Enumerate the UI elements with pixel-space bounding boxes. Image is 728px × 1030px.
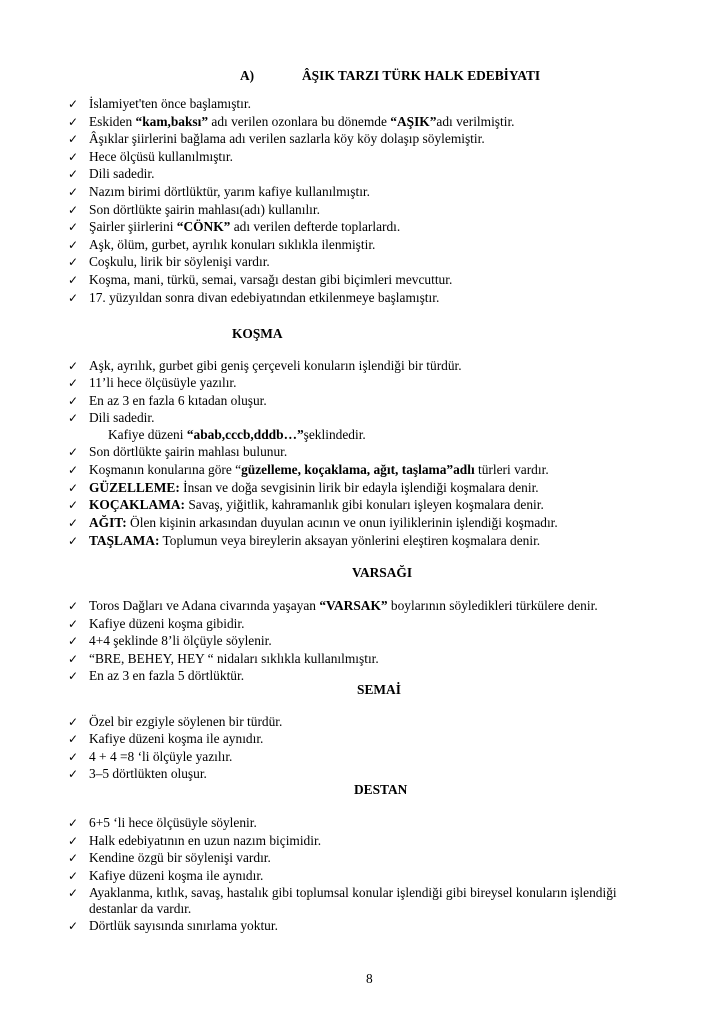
text-segment: Dörtlük sayısında sınırlama yoktur.: [89, 918, 278, 933]
checkmark-icon: ✓: [67, 498, 79, 513]
list-item-text: [89, 714, 282, 730]
list-item-text: [89, 462, 549, 478]
text-segment: 4+4 şeklinde 8’li ölçüyle söylenir.: [89, 633, 272, 648]
checkmark-icon: ✓: [67, 255, 79, 270]
bold-text: “abab,cccb,dddb…”: [186, 427, 304, 442]
text-segment: 3–5 dörtlükten oluşur.: [89, 766, 207, 782]
text-segment: Savaş, yiğitlik, kahramanlık gibi konuları işleyen koşmalara denir.: [184, 497, 544, 513]
text-segment: En az 3 en fazla 5 dörtlüktür.: [89, 668, 245, 683]
list-item-text: [89, 668, 244, 684]
checkmark-icon: ✓: [67, 290, 79, 305]
list-item-text: [89, 131, 485, 147]
checkmark-icon: ✓: [67, 886, 79, 900]
bold-text: TAŞLAMA:: [89, 533, 160, 548]
varsagi-heading: VARSAĞI: [352, 565, 413, 580]
checkmark-icon: ✓: [67, 167, 79, 182]
list-item-text: [89, 815, 257, 831]
page-title: ÂŞIK TARZI TÜRK HALK EDEBİYATI: [302, 68, 541, 83]
text-segment: Nazım birimi dörtlüktür, yarım kafiye kullanılmıştır.: [89, 184, 370, 199]
list-item-text: [89, 850, 271, 866]
checkmark-icon: ✓: [67, 97, 79, 111]
text-segment: 17. yüzyıldan sonra divan edebiyatından etkilenmeye başlamıştır.: [89, 289, 440, 305]
text-segment: Toros Dağları ve Adana civarında yaşayan: [89, 598, 320, 613]
list-item-text: [89, 868, 263, 884]
list-item-text: [89, 272, 452, 288]
checkmark-icon: ✓: [67, 599, 79, 613]
checkmark-icon: ✓: [67, 220, 79, 235]
list-item-text: [89, 96, 251, 112]
text-segment: 6+5 ‘li hece ölçüsüyle söylenir.: [89, 815, 257, 830]
checkmark-icon: ✓: [67, 480, 79, 495]
checkmark-icon: ✓: [67, 462, 79, 477]
checkmark-icon: ✓: [67, 202, 79, 217]
checkmark-icon: ✓: [67, 132, 79, 147]
text-segment: Aşk, ayrılık, gurbet gibi geniş çerçeveli konuların işlendiği bir türdür.: [89, 358, 462, 373]
text-segment: türleri vardır.: [474, 461, 549, 477]
text-segment: Toplumun veya bireylerin aksayan yönlerini eleştiren koşmalara denir.: [159, 533, 541, 548]
checkmark-icon: ✓: [67, 634, 79, 648]
checkmark-icon: ✓: [67, 616, 79, 631]
text-segment: En az 3 en fazla 6 kıtadan oluşur.: [89, 392, 267, 408]
list-item-text: [89, 114, 515, 130]
list-item-text: [89, 515, 558, 531]
checkmark-icon: ✓: [67, 273, 79, 287]
list-item-text: [89, 410, 154, 426]
list-item-text: [89, 633, 272, 649]
text-segment: 4 + 4 =8 ‘li ölçüyle yazılır.: [89, 748, 233, 764]
text-segment: Dili sadedir.: [89, 409, 155, 425]
checkmark-icon: ✓: [67, 833, 79, 848]
text-segment: İslamiyet'ten önce başlamıştır.: [89, 96, 251, 111]
text-segment: Ölen kişinin arkasından duyulan acının ve onun iyiliklerinin işlendiği koşmadır.: [126, 515, 558, 531]
checkmark-icon: ✓: [67, 749, 79, 764]
text-segment: Âşıklar şiirlerini bağlama adı verilen sazlarla köy köy dolaşıp söylemiştir.: [89, 131, 485, 147]
list-item-text: [89, 184, 370, 200]
kosma-kafiye-line: [108, 427, 366, 443]
text-segment: Koşmanın konularına göre “: [89, 461, 242, 477]
list-item-text: [89, 598, 598, 614]
list-item-text: [89, 166, 154, 182]
list-item-text: [89, 219, 400, 235]
text-segment: Coşkulu, lirik bir söylenişi vardır.: [89, 254, 270, 270]
destan-heading: DESTAN: [354, 782, 408, 797]
list-item-text: [89, 375, 237, 391]
text-segment: Kendine özgü bir söylenişi vardır.: [89, 850, 271, 865]
text-segment: Koşma, mani, türkü, semai, varsağı destan gibi biçimleri mevcuttur.: [89, 272, 453, 287]
list-item-text: [89, 616, 244, 632]
list-item-text: [89, 290, 439, 306]
list-item-text: [89, 237, 375, 253]
text-segment: İnsan ve doğa sevgisinin lirik bir edayla işlendiği koşmalara denir.: [179, 479, 539, 495]
list-item-text: [89, 533, 540, 549]
bold-text: “kam,baksı”: [135, 113, 209, 129]
text-segment: Aşk, ölüm, gurbet, ayrılık konuları sıklıkla ilenmiştir.: [89, 236, 376, 252]
text-segment: Şairler şiirlerini: [89, 219, 177, 235]
text-segment: Kafiye düzeni koşma ile aynıdır.: [89, 867, 264, 883]
checkmark-icon: ✓: [67, 715, 79, 729]
bold-text: AĞIT:: [89, 515, 127, 531]
list-item-text: [89, 833, 321, 849]
bold-text: KOÇAKLAMA:: [89, 497, 185, 513]
list-item-text: [89, 480, 539, 496]
checkmark-icon: ✓: [67, 237, 79, 252]
text-segment: Özel bir ezgiyle söylenen bir türdür.: [89, 714, 283, 729]
list-item-text: [89, 749, 232, 765]
list-item-text: [89, 885, 617, 901]
checkmark-icon: ✓: [67, 732, 79, 747]
text-segment: Ayaklanma, kıtlık, savaş, hastalık gibi toplumsal konular işlendiği gibi bireysel konuların işlendiği: [89, 885, 617, 900]
bold-text: güzelleme, koçaklama, ağıt, taşlama”adlı: [241, 461, 475, 477]
list-item-text: [89, 444, 287, 460]
bold-text: “VARSAK”: [319, 598, 388, 613]
list-item-text: [89, 358, 462, 374]
text-segment: boylarının söyledikleri türkülere denir.: [387, 598, 598, 613]
text-segment: Hece ölçüsü kullanılmıştır.: [89, 148, 233, 164]
list-item-text: [89, 202, 320, 218]
checkmark-icon: ✓: [67, 185, 79, 199]
destan-continuation: destanlar da vardır.: [89, 901, 192, 916]
kosma-heading: KOŞMA: [232, 326, 283, 341]
checkmark-icon: ✓: [67, 149, 79, 164]
list-item-text: [89, 149, 233, 165]
checkmark-icon: ✓: [67, 669, 79, 683]
text-segment: Kafiye düzeni koşma gibidir.: [89, 615, 245, 631]
checkmark-icon: ✓: [67, 393, 79, 408]
bold-text: “AŞIK”: [390, 113, 437, 129]
text-segment: şeklindedir.: [303, 427, 366, 442]
checkmark-icon: ✓: [67, 767, 79, 782]
text-segment: adı verilen ozonlara bu dönemde: [208, 113, 391, 129]
checkmark-icon: ✓: [67, 445, 79, 459]
checkmark-icon: ✓: [67, 816, 79, 830]
list-item-text: [89, 766, 207, 782]
text-segment: “BRE, BEHEY, HEY “ nidaları sıklıkla kullanılmıştır.: [89, 650, 379, 666]
title-prefix: A): [240, 68, 255, 83]
checkmark-icon: ✓: [67, 516, 79, 531]
text-segment: Eskiden: [89, 113, 136, 129]
list-item-text: [89, 497, 544, 513]
page-number: 8: [366, 971, 373, 986]
checkmark-icon: ✓: [67, 919, 79, 933]
text-segment: Halk edebiyatının en uzun nazım biçimidir.: [89, 832, 322, 848]
checkmark-icon: ✓: [67, 651, 79, 666]
checkmark-icon: ✓: [67, 359, 79, 373]
text-segment: Kafiye düzeni: [108, 427, 187, 442]
bold-text: “CÖNK”: [176, 219, 231, 235]
list-item-text: [89, 918, 278, 934]
bold-text: GÜZELLEME:: [89, 479, 180, 495]
checkmark-icon: ✓: [67, 851, 79, 865]
list-item-text: [89, 651, 379, 667]
text-segment: adı verilmiştir.: [436, 113, 515, 129]
checkmark-icon: ✓: [67, 376, 79, 391]
list-item-text: [89, 731, 263, 747]
checkmark-icon: ✓: [67, 410, 79, 425]
checkmark-icon: ✓: [67, 114, 79, 129]
text-segment: Son dörtlükte şairin mahlası bulunur.: [89, 444, 288, 459]
list-item-text: [89, 393, 267, 409]
checkmark-icon: ✓: [67, 534, 79, 548]
text-segment: 11’li hece ölçüsüyle yazılır.: [89, 375, 237, 391]
list-item-text: [89, 254, 270, 270]
text-segment: Kafiye düzeni koşma ile aynıdır.: [89, 731, 264, 747]
semai-heading: SEMAİ: [357, 682, 401, 697]
text-segment: Son dörtlükte şairin mahlası(adı) kullanılır.: [89, 201, 320, 217]
text-segment: adı verilen defterde toplarlardı.: [230, 219, 401, 235]
text-segment: Dili sadedir.: [89, 166, 155, 182]
checkmark-icon: ✓: [67, 868, 79, 883]
